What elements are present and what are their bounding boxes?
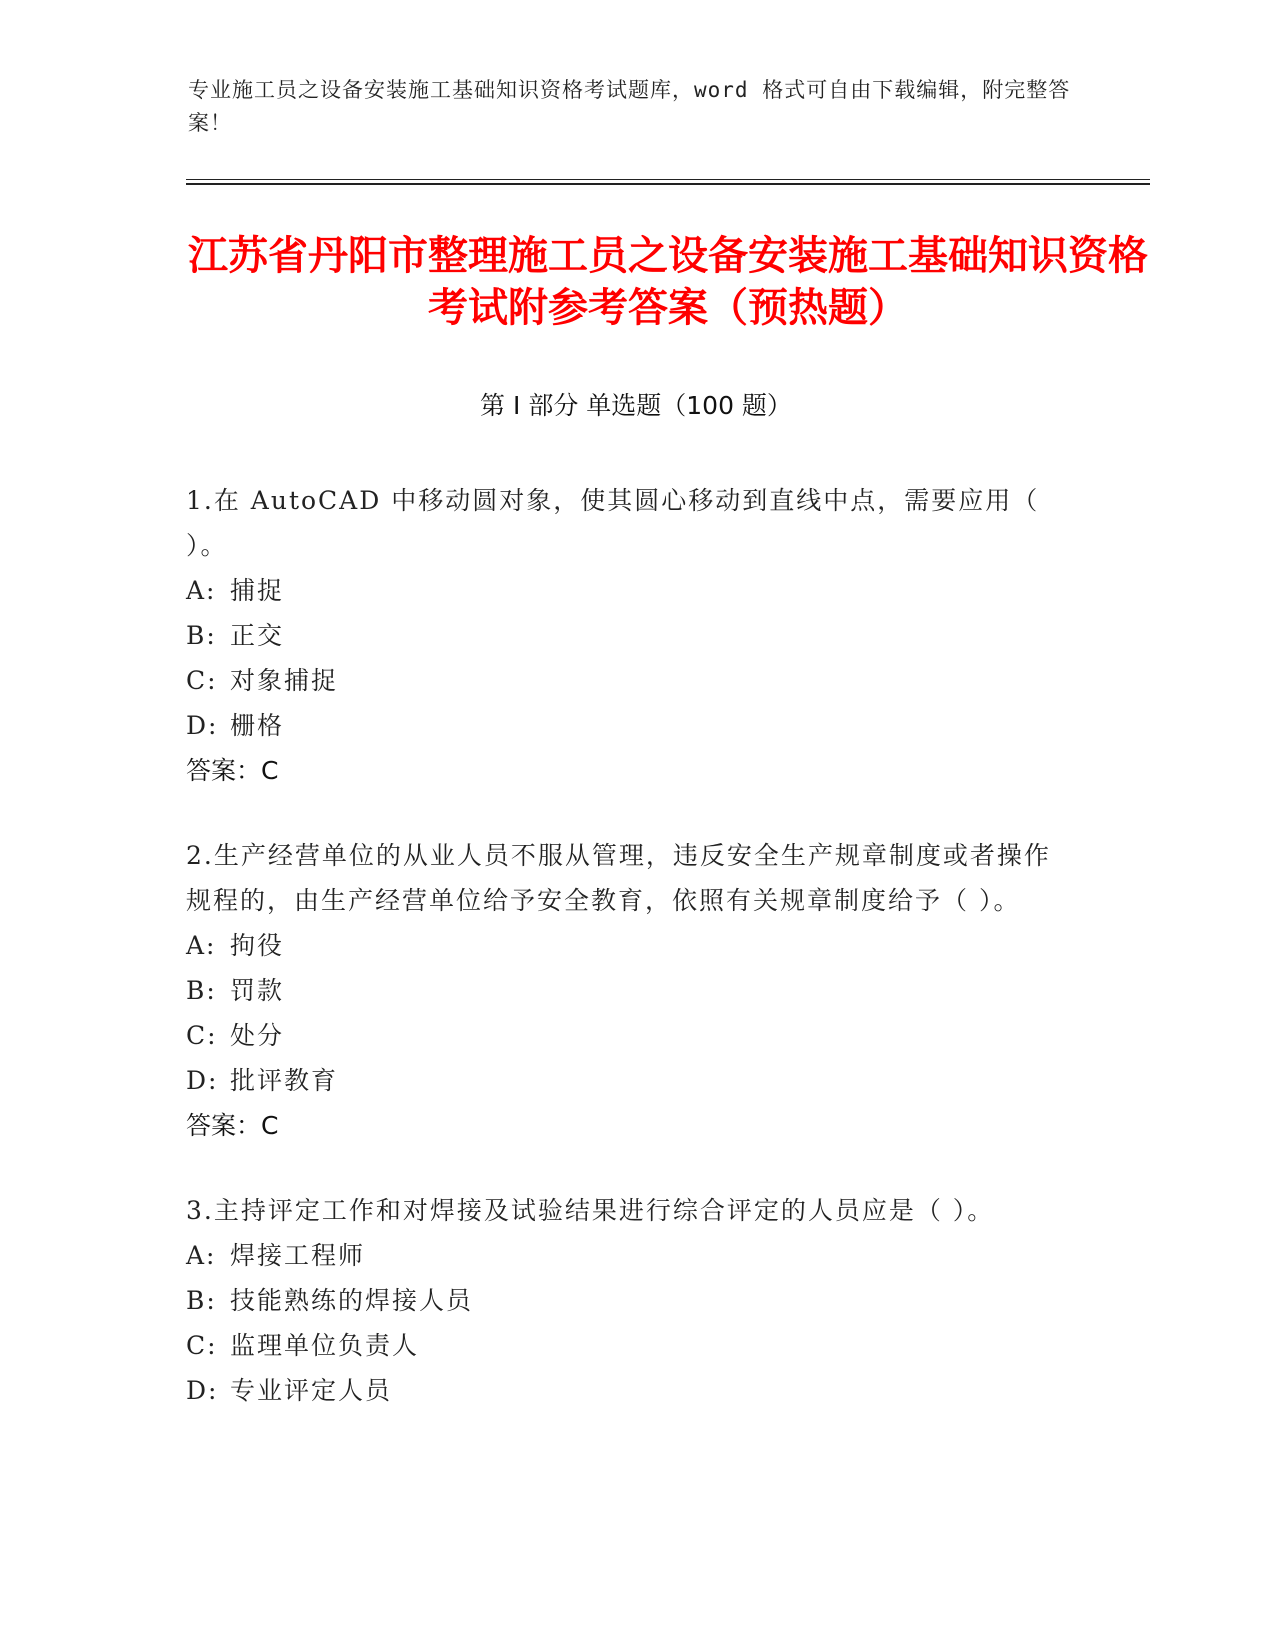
question-2 bbox=[186, 833, 1066, 1148]
option-text: 处分 bbox=[230, 1021, 285, 1050]
option-a bbox=[186, 1233, 1066, 1278]
option-a bbox=[186, 568, 1066, 613]
option-c bbox=[186, 1323, 1066, 1368]
option-d bbox=[186, 1368, 1066, 1413]
option-label: D: bbox=[186, 1376, 219, 1405]
option-label: B: bbox=[186, 976, 217, 1005]
option-c bbox=[186, 658, 1066, 703]
option-label: B: bbox=[186, 621, 217, 650]
option-label: D: bbox=[186, 711, 219, 740]
answer-line: 答案：C bbox=[186, 1111, 279, 1140]
option-text: 捕捉 bbox=[230, 576, 285, 605]
option-text: 技能熟练的焊接人员 bbox=[230, 1286, 474, 1315]
document-title: 江苏省丹阳市整理施工员之设备安装施工基础知识资格考试附参考答案（预热题） bbox=[188, 233, 1148, 331]
option-label: A: bbox=[186, 576, 217, 605]
option-label: D: bbox=[186, 1066, 219, 1095]
question-list bbox=[186, 478, 1066, 1453]
question-text: 1.在 AutoCAD 中移动圆对象，使其圆心移动到直线中点，需要应用（ ）。 bbox=[186, 486, 1040, 560]
header-note: 专业施工员之设备安装施工基础知识资格考试题库，word 格式可自由下载编辑，附完整答案！ bbox=[188, 78, 1071, 135]
question-text: 3.主持评定工作和对焊接及试验结果进行综合评定的人员应是（ ）。 bbox=[186, 1196, 995, 1225]
question-3 bbox=[186, 1188, 1066, 1413]
option-c bbox=[186, 1013, 1066, 1058]
option-b bbox=[186, 1278, 1066, 1323]
answer-line: 答案：C bbox=[186, 756, 279, 785]
option-label: C: bbox=[186, 1021, 218, 1050]
header-divider-thin bbox=[186, 179, 1150, 180]
option-text: 焊接工程师 bbox=[230, 1241, 366, 1270]
option-b bbox=[186, 968, 1066, 1013]
option-text: 批评教育 bbox=[230, 1066, 339, 1095]
option-b bbox=[186, 613, 1066, 658]
section-heading: 第 I 部分 单选题（100 题） bbox=[480, 391, 792, 420]
option-a bbox=[186, 923, 1066, 968]
option-text: 对象捕捉 bbox=[230, 666, 339, 695]
option-text: 监理单位负责人 bbox=[230, 1331, 420, 1360]
option-text: 正交 bbox=[230, 621, 285, 650]
option-label: A: bbox=[186, 931, 217, 960]
option-text: 拘役 bbox=[230, 931, 285, 960]
question-text: 2.生产经营单位的从业人员不服从管理，违反安全生产规章制度或者操作规程的，由生产经营单位给予安全教育，依照有关规章制度给予（ ）。 bbox=[186, 841, 1051, 915]
header-divider-thick bbox=[186, 183, 1150, 185]
question-1 bbox=[186, 478, 1066, 793]
option-text: 栅格 bbox=[230, 711, 285, 740]
option-d bbox=[186, 1058, 1066, 1103]
option-label: C: bbox=[186, 666, 218, 695]
option-label: A: bbox=[186, 1241, 217, 1270]
option-label: B: bbox=[186, 1286, 217, 1315]
option-d bbox=[186, 703, 1066, 748]
option-label: C: bbox=[186, 1331, 218, 1360]
option-text: 专业评定人员 bbox=[230, 1376, 393, 1405]
option-text: 罚款 bbox=[230, 976, 285, 1005]
